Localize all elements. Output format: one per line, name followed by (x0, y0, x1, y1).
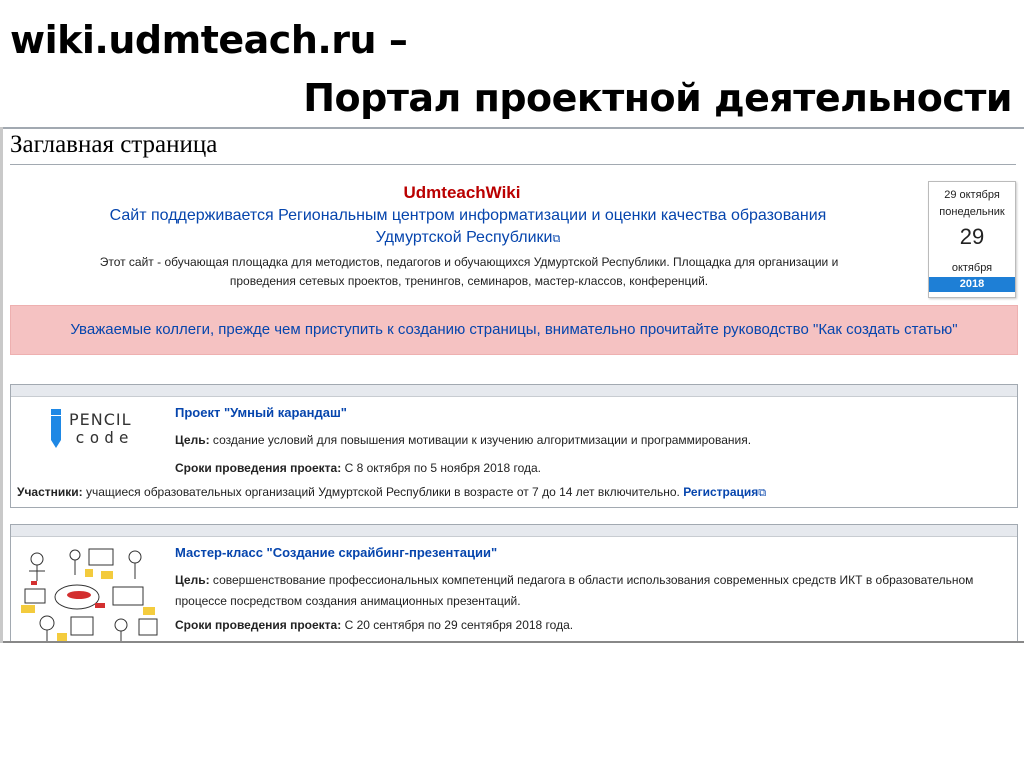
calendar-weekday: понедельник (939, 206, 1005, 218)
pencil-icon (49, 408, 63, 448)
description-line-1: Этот сайт - обучающая площадка для методистов, педагогов и обучающихся Удмуртской Республики. Площадка для организации и (99, 255, 839, 269)
page-heading: Заглавная страница (10, 131, 218, 158)
site-name: UdmteachWiki (403, 183, 521, 202)
project-title[interactable]: Мастер-класс "Создание скрайбинг-презентации" (175, 545, 498, 560)
support-link[interactable] (0, 205, 936, 250)
calendar-widget (928, 181, 1016, 298)
dates-label: Сроки проведения проекта: (175, 461, 342, 475)
card-header-band (11, 385, 1017, 397)
dates-label: Сроки проведения проекта: (175, 618, 342, 632)
external-link-icon: ⧉ (552, 233, 561, 245)
description-line-2: проведения сетевых проектов, тренингов, семинаров, мастер-классов, конференций. (229, 274, 709, 288)
project-title[interactable]: Проект "Умный карандаш" (175, 405, 347, 420)
calendar-month: октября (951, 262, 993, 274)
heading-divider (10, 164, 1016, 165)
registration-link[interactable]: Регистрация (683, 485, 759, 499)
notice-banner (10, 305, 1018, 355)
calendar-day: 29 (959, 224, 985, 249)
members-label: Участники: (17, 485, 83, 499)
project-card-scribing (10, 524, 1018, 643)
support-line-2[interactable]: Удмуртской Республики (375, 229, 553, 246)
goal-text-1: совершенствование профессиональных компетенций педагога в области использования современных средств ИКТ в образовательном (209, 573, 974, 587)
scribing-illustration (17, 541, 163, 643)
logo-word-code: code (75, 428, 134, 447)
members-text: учащиеся образовательных организаций Удмуртской Республики в возрасте от 7 до 14 лет включительно. (82, 485, 684, 499)
slide-title-line1: wiki.udmteach.ru – (10, 18, 408, 62)
wiki-screenshot (0, 127, 1024, 643)
project-goal (175, 430, 751, 451)
project-dates (175, 615, 573, 636)
support-line-2-wrap[interactable] (0, 227, 936, 250)
logo-word-pencil: PENCIL (69, 410, 132, 429)
card-header-band (11, 525, 1017, 537)
dates-text: С 20 сентября по 29 сентября 2018 года. (341, 618, 574, 632)
project-goal (175, 570, 1011, 612)
notice-link[interactable]: Уважаемые коллеги, прежде чем приступить к созданию страницы, внимательно прочитайте руководство "Как создать статью" (70, 321, 958, 338)
project-dates (175, 458, 541, 479)
goal-label: Цель: (175, 433, 210, 447)
goal-label: Цель: (175, 573, 210, 587)
goal-text-2: процессе посредством создания анимационных презентаций. (175, 594, 521, 608)
calendar-date: 29 октября (944, 189, 1000, 201)
goal-text: создание условий для повышения мотивации к изучению алгоритмизации и программирования. (209, 433, 752, 447)
support-line-1[interactable]: Сайт поддерживается Региональным центром информатизации и оценки качества образования (109, 207, 827, 224)
external-link-icon: ⧉ (758, 487, 767, 499)
project-card-pencil (10, 384, 1018, 508)
screenshot-left-edge (0, 127, 3, 643)
slide-title-line2: Портал проектной деятельности (303, 76, 1012, 120)
calendar-year: 2018 (929, 277, 1015, 292)
site-description (38, 253, 900, 291)
dates-text: С 8 октября по 5 ноября 2018 года. (341, 461, 541, 475)
goal-line-1 (175, 570, 1011, 591)
pencil-code-logo (49, 408, 135, 448)
project-members (17, 482, 766, 504)
